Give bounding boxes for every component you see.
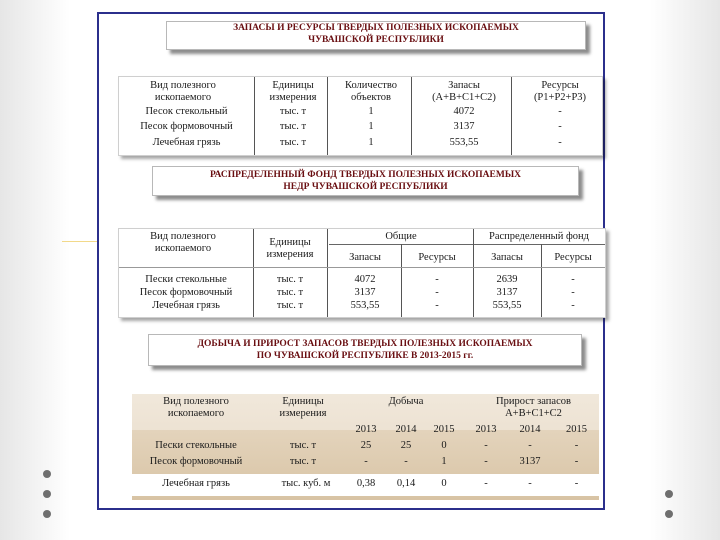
header-cell [259, 80, 327, 104]
table-cell: - [571, 300, 575, 311]
year-header: 2015 [566, 424, 587, 435]
table-cell: тыс. т [279, 106, 307, 117]
header-divider [329, 244, 605, 245]
header-text: Количество [344, 80, 398, 91]
year-header: 2013 [475, 424, 497, 435]
table-cell: 0,38 [356, 478, 376, 489]
title-line: ЗАПАСЫ И РЕСУРСЫ ТВЕРДЫХ ПОЛЕЗНЫХ ИСКОПАЕМЫХ [233, 23, 519, 33]
table-cell: - [571, 287, 575, 298]
table-cell: - [574, 456, 579, 467]
title-line: РАСПРЕДЕЛЕННЫЙ ФОНД ТВЕРДЫХ ПОЛЕЗНЫХ ИСКОПАЕМЫХ [209, 170, 522, 180]
table-cell: - [574, 440, 579, 451]
table-cell: - [571, 274, 575, 285]
table-cell: 1 [368, 121, 374, 132]
header-text: Вид полезного [150, 231, 216, 242]
table-cell: - [574, 478, 579, 489]
decorative-dot [43, 510, 51, 518]
header-text: Вид полезного [163, 396, 229, 407]
distributed-fund-table [118, 228, 606, 318]
title-line: ДОБЫЧА И ПРИРОСТ ЗАПАСОВ ТВЕРДЫХ ПОЛЕЗНЫХ ИСКОПАЕМЫХ [197, 339, 533, 349]
year-header: 2013 [355, 424, 377, 435]
table-cell: Песок формовочный [140, 121, 233, 132]
decorative-dot [665, 490, 673, 498]
year-header: 2014 [395, 424, 417, 435]
table-cell: - [484, 456, 488, 467]
header-text: ископаемого [154, 243, 212, 254]
table-cell: 0 [441, 440, 447, 451]
table-cell: Песок стекольный [145, 106, 228, 117]
extraction-table [132, 394, 599, 500]
column-divider [327, 77, 328, 155]
header-cell [119, 80, 247, 104]
table-cell: 553,55 [350, 300, 380, 311]
table-cell: - [484, 440, 488, 451]
header-text: ископаемого [167, 408, 225, 419]
column-divider [511, 77, 512, 155]
table-cell: - [435, 287, 439, 298]
table-cell: тыс. т [276, 274, 304, 285]
table-cell: 553,55 [492, 300, 522, 311]
table-cell: Пески стекольные [145, 274, 227, 285]
table-cell: - [404, 456, 408, 467]
header-text: объектов [350, 92, 392, 103]
table-cell: - [528, 440, 532, 451]
section-title-extraction [148, 334, 582, 366]
header-cell: Запасы [491, 252, 523, 263]
header-group [468, 396, 599, 420]
header-text: Единицы [269, 237, 311, 248]
header-cell [515, 80, 605, 104]
table-cell: - [528, 478, 532, 489]
header-text: измерения [269, 92, 317, 103]
table-cell: 25 [360, 440, 372, 451]
table-cell: 1 [368, 137, 374, 148]
table-cell: - [435, 274, 439, 285]
table-cell: Песок формовочный [149, 456, 243, 467]
table-cell: Лечебная грязь [152, 300, 220, 311]
title-line: НЕДР ЧУВАШСКОЙ РЕСПУБЛИКИ [283, 182, 448, 192]
table-cell: 0,14 [396, 478, 416, 489]
header-cell: Запасы [349, 252, 381, 263]
table-cell: Пески стекольные [155, 440, 237, 451]
table-cell: 4072 [354, 274, 376, 285]
header-cell [419, 80, 509, 104]
decorative-dot [43, 490, 51, 498]
year-header: 2015 [433, 424, 455, 435]
header-cell [136, 396, 256, 420]
column-divider [411, 77, 412, 155]
header-divider [119, 267, 605, 268]
column-divider [254, 77, 255, 155]
year-header: 2014 [519, 424, 541, 435]
column-divider [253, 229, 254, 317]
column-divider [327, 229, 328, 317]
header-text: Ресурсы [541, 80, 579, 91]
table-cell: тыс. т [279, 121, 307, 132]
table-cell: тыс. т [279, 137, 307, 148]
header-group: Добыча [388, 396, 424, 407]
decorative-dot [665, 510, 673, 518]
table-cell: 3137 [496, 287, 518, 298]
header-text: измерения [266, 249, 314, 260]
header-text: (Р1+Р2+Р3) [533, 92, 587, 103]
section-title-reserves [166, 21, 586, 50]
header-cell: Ресурсы [418, 252, 456, 263]
table-cell: - [558, 106, 562, 117]
header-text: ископаемого [154, 92, 212, 103]
table-cell: 3137 [453, 121, 475, 132]
decorative-dot [43, 470, 51, 478]
header-cell: Ресурсы [554, 252, 592, 263]
header-text: Вид полезного [150, 80, 216, 91]
table-cell: 0 [441, 478, 447, 489]
header-text: измерения [279, 408, 327, 419]
table-cell: Лечебная грязь [152, 137, 221, 148]
table-cell: тыс. т [276, 287, 304, 298]
table-cell: - [558, 121, 562, 132]
header-text: Прирост запасов [496, 396, 571, 407]
title-line: ЧУВАШСКОЙ РЕСПУБЛИКИ [308, 35, 444, 45]
header-text: Единицы [272, 80, 314, 91]
header-cell [255, 237, 325, 261]
table-cell: Лечебная грязь [162, 478, 230, 489]
table-cell: тыс. т [289, 440, 317, 451]
header-text: А+В+С1+С2 [505, 408, 562, 419]
table-cell: - [364, 456, 368, 467]
table-cell: тыс. т [289, 456, 317, 467]
header-text: Единицы [282, 396, 324, 407]
table-cell: - [558, 137, 562, 148]
table-cell: тыс. т [276, 300, 304, 311]
table-cell: Песок формовочный [139, 287, 233, 298]
table-cell: 25 [400, 440, 412, 451]
table-cell: 2639 [496, 274, 518, 285]
header-cell [119, 231, 247, 255]
table-cell: 553,55 [449, 137, 479, 148]
section-title-distributed [152, 166, 579, 196]
header-group: Распределенный фонд [488, 231, 589, 242]
table-cell: тыс. куб. м [281, 478, 331, 489]
header-text: (А+В+С1+С2) [432, 92, 496, 103]
table-cell: - [435, 300, 439, 311]
reserves-table [118, 76, 603, 156]
table-cell: 3137 [519, 456, 541, 467]
table-cell: 3137 [354, 287, 376, 298]
table-cell: 1 [441, 456, 447, 467]
header-cell [331, 80, 411, 104]
table-cell: 4072 [453, 106, 475, 117]
title-line: ПО ЧУВАШСКОЙ РЕСПУБЛИКЕ В 2013-2015 гг. [256, 351, 474, 361]
header-group: Общие [385, 231, 417, 242]
table-cell: 1 [368, 106, 374, 117]
header-cell [268, 396, 338, 420]
table-cell: - [484, 478, 488, 489]
header-text: Запасы [448, 80, 480, 91]
